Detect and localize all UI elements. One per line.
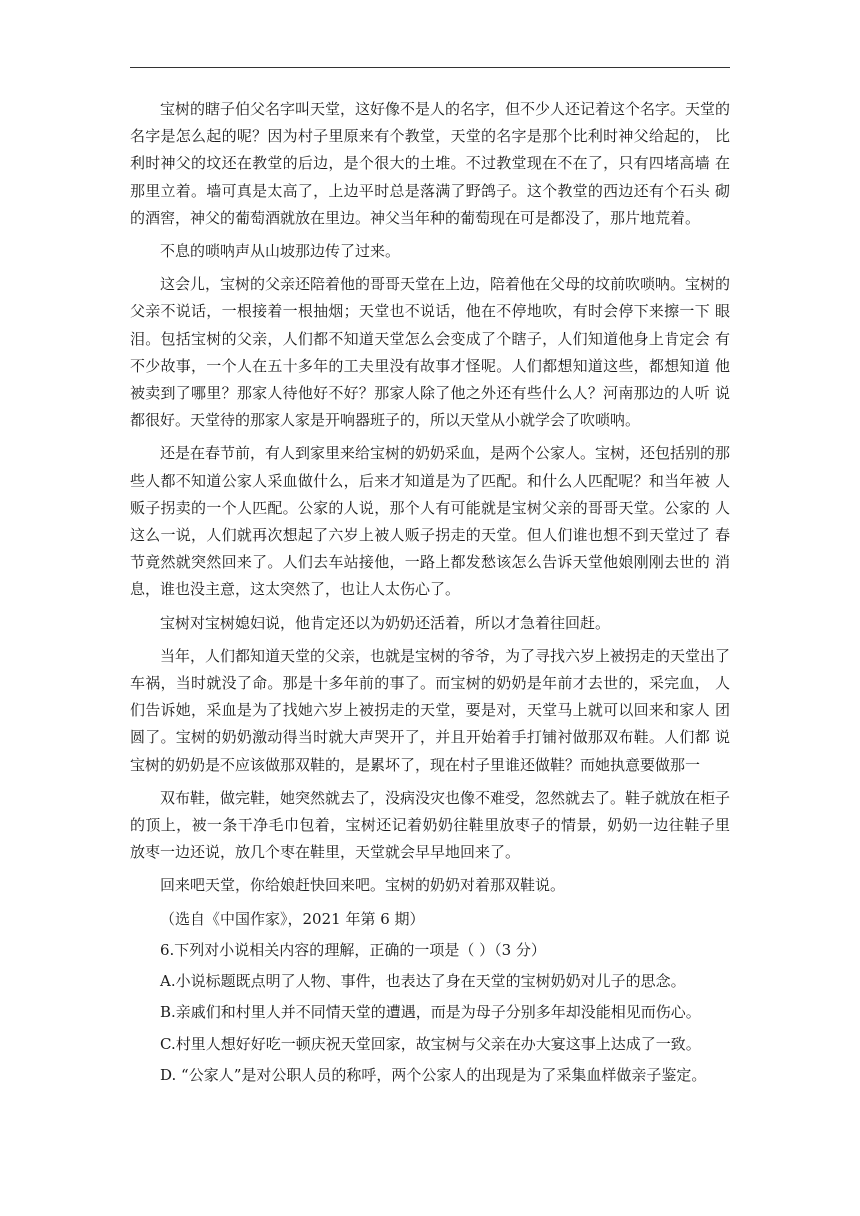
paragraph: 宝树的瞎子伯父名字叫天堂，这好像不是人的名字，但不少人还记着这个名字。天堂的名字是怎么起的呢？因为村子里原来有个教堂，天堂的名字是那个比利时神父给起的， 比利时神父的坟还在教堂的后边，是个很大的土堆。不过教堂现在不在了，只有四堵高墙 在那里立着。墙可真是太高了，上边平时总是落满了野鸽子。这个教堂的西边还有个石头 砌的酒窖，神父的葡萄酒就放在里边。神父当年种的葡萄现在可是都没了，那片地荒着。: [130, 100, 731, 227]
paragraph: 宝树对宝树媳妇说，他肯定还以为奶奶还活着，所以才急着往回赶。: [160, 613, 611, 632]
option-d: D. “公家人”是对公职人员的称呼，两个公家人的出现是为了采集血样做亲子鉴定。: [160, 1065, 707, 1084]
paragraph: 这会儿，宝树的父亲还陪着他的哥哥天堂在上边，陪着他在父母的坟前吹唢呐。宝树的父亲不说话，一根接着一根抽烟；天堂也不说话，他在不停地吹，有时会停下来擦一下 眼泪。包括宝树的父亲，人们都不知道天堂怎么会变成了个瞎子，人们知道他身上肯定会 有不少故事，一个人在五十多年的工夫里没有故事才怪呢。人们都想知道这些，都想知道 他被卖到了哪里？那家人待他好不好？那家人除了他之外还有些什么人？河南那边的人听 说都很好。天堂待的那家人家是开响器班子的，所以天堂从小就学会了吹唢呐。: [130, 275, 731, 430]
paragraph: 还是在春节前，有人到家里来给宝树的奶奶采血，是两个公家人。宝树，还包括别的那些人都不知道公家人采血做什么，后来才知道是为了匹配。和什么人匹配呢？和当年被 人贩子拐卖的一个人匹配。公家的人说，那个人有可能就是宝树父亲的哥哥天堂。公家的 人这么一说，人们就再次想起了六岁上被人贩子拐走的天堂。但人们谁也想不到天堂过了 春节竟然就突然回来了。人们去车站接他，一路上都发愁该怎么告诉天堂他娘刚刚去世的 消息，谁也没主意，这太突然了，也让人太伤心了。: [130, 444, 731, 599]
option-c: C.村里人想好好吃一顿庆祝天堂回家，故宝树与父亲在办大宴这事上达成了一致。: [160, 1034, 701, 1053]
option-b: B.亲戚们和村里人并不同情天堂的遭遇，而是为母子分别多年却没能相见而伤心。: [160, 1003, 701, 1022]
option-a: A.小说标题既点明了人物、事件，也表达了身在天堂的宝树奶奶对儿子的思念。: [160, 972, 686, 991]
paragraph: 当年，人们都知道天堂的父亲，也就是宝树的爷爷，为了寻找六岁上被拐走的天堂出了车祸，当时就没了命。那是十多年前的事了。而宝树的奶奶是年前才去世的，采完血， 人们告诉她，采血是为了找她六岁上被拐走的天堂，要是对，天堂马上就可以回来和家人 团圆了。宝树的奶奶激动得当时就大声哭开了，并且开始着手打铺衬做那双布鞋。人们都 说宝树的奶奶是不应该做那双鞋的，是累坏了，现在村子里谁还做鞋？而她执意要做那一: [130, 646, 731, 774]
paragraph: 双布鞋，做完鞋，她突然就去了，没病没灾也像不难受，忽然就去了。鞋子就放在柜子 的顶上，被一条干净毛巾包着，宝树还记着奶奶往鞋里放枣子的情景，奶奶一边往鞋子里 放枣一边还说，放几个枣在鞋里，天堂就会早早地回来了。: [130, 788, 731, 862]
header-rule: [130, 67, 730, 68]
question-stem: 6.下列对小说相关内容的理解，正确的一项是（ ）（3 分）: [160, 940, 546, 959]
source-citation: （选自《中国作家》，2021 年第 6 期）: [160, 909, 425, 928]
paragraph: 回来吧天堂，你给娘赶快回来吧。宝树的奶奶对着那双鞋说。: [160, 876, 566, 895]
document-body: [130, 96, 730, 1093]
paragraph: 不息的唢呐声从山坡那边传了过来。: [160, 242, 401, 261]
